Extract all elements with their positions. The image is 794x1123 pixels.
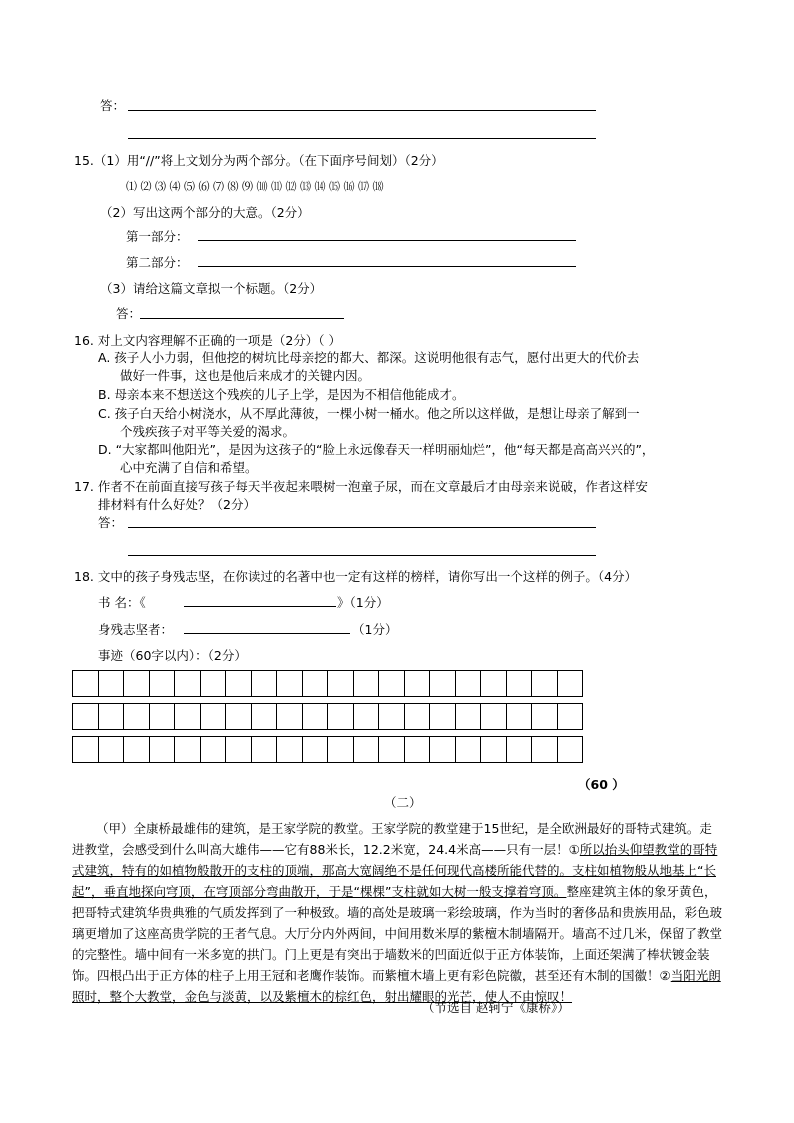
q14-answer-line-1[interactable]	[128, 110, 596, 111]
q17-answer-line-1[interactable]	[128, 527, 596, 528]
grid-cell[interactable]	[456, 737, 482, 763]
grid-cell[interactable]	[252, 704, 278, 730]
grid-cell[interactable]	[303, 737, 329, 763]
answer-grid[interactable]	[72, 670, 583, 769]
grid-cell[interactable]	[328, 737, 354, 763]
grid-cell[interactable]	[73, 737, 99, 763]
q16-option-d-1[interactable]: D. “大家都叫他阳光”，是因为这孩子的“脸上永远像春天一样明丽灿烂”，他“每天都是高高兴兴的”，	[98, 442, 655, 457]
q18-book-label: 书 名：《	[98, 595, 146, 610]
grid-cell[interactable]	[303, 704, 329, 730]
grid-cell[interactable]	[201, 671, 227, 697]
q16-stem: 16. 对上文内容理解不正确的一项是（2分）（ ）	[74, 333, 342, 348]
grid-cell[interactable]	[328, 671, 354, 697]
grid-cell[interactable]	[226, 704, 252, 730]
q18-person-score: （1分）	[352, 622, 398, 637]
grid-cell[interactable]	[252, 671, 278, 697]
grid-cell[interactable]	[456, 704, 482, 730]
q16-option-a-1[interactable]: A. 孩子人小力弱，但他挖的树坑比母亲挖的都大、都深。这说明他很有志气，愿付出更大的代价去	[98, 350, 640, 365]
passage-underline-2: 当阳光朗照时，整个大教堂，金色与淡黄，以及紫檀木的棕红色，射出耀眼的光芒，使人不由惊叹！	[72, 968, 721, 1004]
grid-cell[interactable]	[532, 704, 558, 730]
q15-title-line[interactable]	[140, 318, 344, 319]
grid-cell[interactable]	[175, 737, 201, 763]
passage-part-1: （甲）全康桥最雄伟的建筑，是王家学院的教堂。王家学院的教堂建于15世纪，是全欧洲最好的哥特式建筑。走进教堂，会感受到什么叫高大雄伟——它有88米长，12.2米宽，24.4米高——只有一层！①	[72, 821, 712, 857]
grid-cell[interactable]	[73, 704, 99, 730]
q15-first-label: 第一部分：	[126, 229, 189, 244]
grid-cell[interactable]	[277, 704, 303, 730]
q18-person-line[interactable]	[184, 633, 350, 634]
q16-option-b[interactable]: B. 母亲本来不想送这个残疾的儿子上学，是因为不相信他能成才。	[98, 387, 465, 402]
grid-cell[interactable]	[507, 671, 533, 697]
grid-cell[interactable]	[124, 671, 150, 697]
grid-cell[interactable]	[430, 704, 456, 730]
passage-part-2: 整座建筑主体的象牙黄色，把哥特式建筑华贵典雅的气质发挥到了一种极致。墙的高处是玻璃一彩绘玻璃，作为当时的奢侈品和贵族用品，彩色玻璃更增加了这座高贵学院的王者气息。大厅分内外两间，中间用数米厚的紫檀木制墙隔开。墙高不过几米，保留了教堂的完整性。墙中间有一米多宽的拱门。门上更是有突出于墙数米的凹面近似于正方体装饰，上面还架满了棒状镀金装饰。四根凸出于正方体的柱子上用王冠和老鹰作装饰。而紫檀木墙上更有彩色院徽，甚至还有木制的国徽！②	[72, 884, 723, 983]
grid-cell[interactable]	[481, 671, 507, 697]
grid-cell[interactable]	[405, 737, 431, 763]
grid-cell[interactable]	[175, 704, 201, 730]
grid-cell[interactable]	[73, 671, 99, 697]
grid-cell[interactable]	[379, 737, 405, 763]
grid-cell[interactable]	[124, 737, 150, 763]
q18-deeds-label: 事迹（60字以内）：（2分）	[98, 648, 247, 663]
grid-cell[interactable]	[99, 671, 125, 697]
grid-cell[interactable]	[99, 704, 125, 730]
q15-answer-label: 答：	[116, 306, 142, 321]
q16-option-d-2: 心中充满了自信和希望。	[120, 460, 258, 475]
grid-cell[interactable]	[303, 671, 329, 697]
grid-cell[interactable]	[99, 737, 125, 763]
q18-book-line[interactable]	[184, 606, 336, 607]
grid-cell[interactable]	[379, 671, 405, 697]
grid-count: （60 ）	[578, 777, 625, 792]
grid-cell[interactable]	[558, 671, 584, 697]
grid-cell[interactable]	[354, 671, 380, 697]
q15-part3: （3）请给这篇文章拟一个标题。（2分）	[100, 281, 323, 296]
grid-cell[interactable]	[150, 704, 176, 730]
q18-person-label: 身残志坚者：	[98, 622, 174, 637]
q15-second-label: 第二部分：	[126, 255, 189, 270]
grid-cell[interactable]	[532, 737, 558, 763]
grid-cell[interactable]	[430, 671, 456, 697]
grid-cell[interactable]	[430, 737, 456, 763]
grid-cell[interactable]	[226, 671, 252, 697]
q17-answer-line-2[interactable]	[128, 555, 596, 556]
grid-cell[interactable]	[558, 704, 584, 730]
q17-line-1: 17. 作者不在前面直接写孩子每天半夜起来喂树一泡童子尿，而在文章最后才由母亲来说破，作者这样安	[74, 479, 648, 494]
grid-cell[interactable]	[175, 671, 201, 697]
q15-part2: （2）写出这两个部分的大意。（2分）	[100, 205, 310, 220]
q17-line-2: 排材料有什么好处？（2分）	[98, 497, 256, 512]
grid-cell[interactable]	[226, 737, 252, 763]
q18-book-close: 》（1分）	[337, 595, 389, 610]
grid-cell[interactable]	[150, 737, 176, 763]
grid-cell[interactable]	[201, 737, 227, 763]
grid-cell[interactable]	[354, 704, 380, 730]
passage-source: （节选自 赵轲宁《康桥》）	[422, 1000, 570, 1015]
q16-option-c-2: 个残疾孩子对平等关爱的渴求。	[120, 424, 296, 439]
reading-passage	[72, 818, 724, 1007]
q17-answer-label: 答：	[98, 515, 124, 530]
grid-cell[interactable]	[532, 671, 558, 697]
grid-cell[interactable]	[277, 671, 303, 697]
section-heading: （二）	[384, 795, 422, 810]
q18-stem: 18. 文中的孩子身残志坚，在你读过的名著中也一定有这样的榜样，请你写出一个这样的例子。（4分）	[74, 569, 638, 584]
q15-second-line[interactable]	[198, 266, 576, 267]
grid-cell[interactable]	[481, 704, 507, 730]
passage-underline-1: 所以抬头仰望教堂的哥特式建筑，特有的如植物般散开的支柱的顶端，那高大宽阔绝不是任何现代高楼所能代替的。支柱如植物般从地基上“长起”，垂直地探向穹顶，在穹顶部分弯曲散开，于是“棵棵”支柱就如大树一般支撑着穹顶。	[72, 842, 718, 899]
q16-option-c-1[interactable]: C. 孩子白天给小树浇水，从不厚此薄彼，一棵小树一桶水。他之所以这样做，是想让母亲了解到一	[98, 406, 640, 421]
grid-cell[interactable]	[277, 737, 303, 763]
q15-first-line[interactable]	[198, 240, 576, 241]
grid-cell[interactable]	[354, 737, 380, 763]
grid-cell[interactable]	[558, 737, 584, 763]
grid-cell[interactable]	[124, 704, 150, 730]
q14-answer-line-2[interactable]	[128, 138, 596, 139]
grid-row	[72, 703, 583, 730]
q15-part1: 15.（1）用“//”将上文划分为两个部分。（在下面序号间划）（2分）	[74, 153, 444, 168]
grid-cell[interactable]	[252, 737, 278, 763]
grid-cell[interactable]	[405, 671, 431, 697]
grid-cell[interactable]	[150, 671, 176, 697]
q15-numbers[interactable]: ⑴ ⑵ ⑶ ⑷ ⑸ ⑹ ⑺ ⑻ ⑼ ⑽ ⑾ ⑿ ⒀ ⒁ ⒂ ⒃ ⒄ ⒅	[126, 180, 384, 193]
q14-answer-label: 答：	[100, 98, 126, 113]
grid-cell[interactable]	[456, 671, 482, 697]
grid-cell[interactable]	[328, 704, 354, 730]
grid-cell[interactable]	[481, 737, 507, 763]
q16-option-a-2: 做好一件事，这也是他后来成才的关键内因。	[120, 368, 371, 383]
grid-row	[72, 670, 583, 697]
grid-cell[interactable]	[379, 704, 405, 730]
grid-cell[interactable]	[507, 704, 533, 730]
grid-cell[interactable]	[405, 704, 431, 730]
grid-row	[72, 736, 583, 763]
grid-cell[interactable]	[201, 704, 227, 730]
grid-cell[interactable]	[507, 737, 533, 763]
